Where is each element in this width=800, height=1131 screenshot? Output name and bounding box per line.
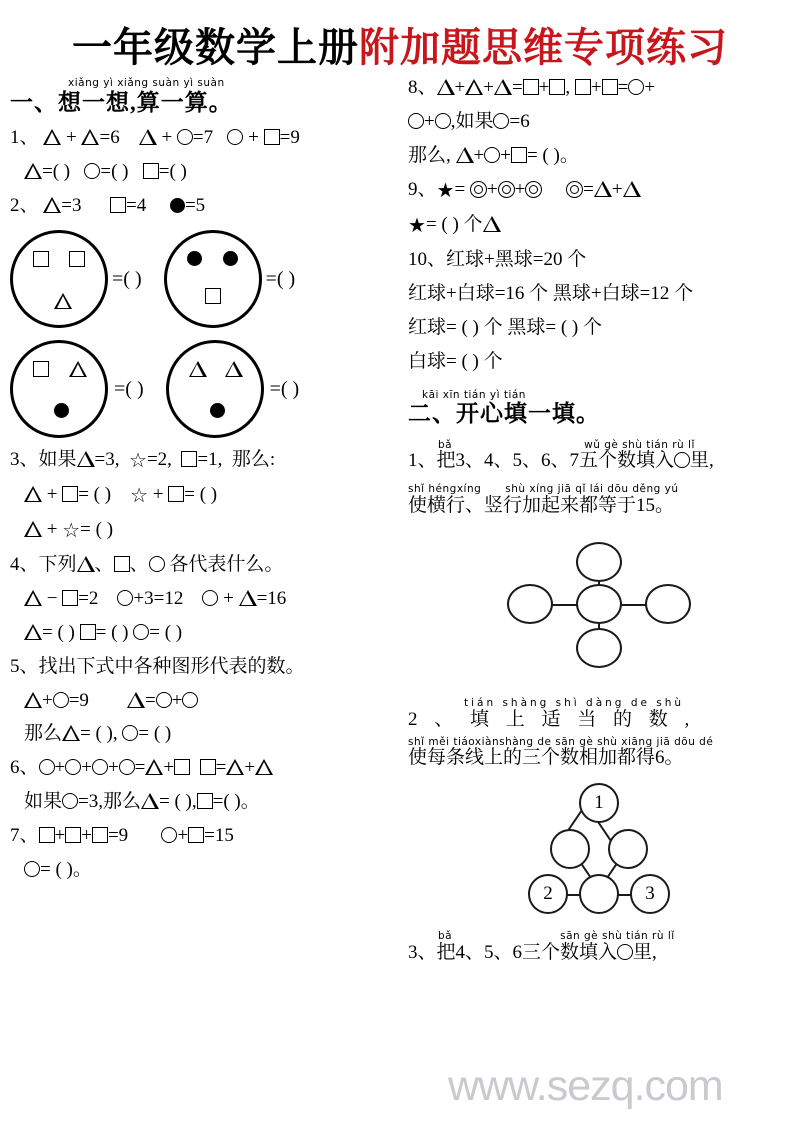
right-column xyxy=(400,78,790,976)
triangle-icon xyxy=(145,759,163,775)
problem-10-line4[interactable]: 白球= ( ) 个 xyxy=(408,350,503,372)
plus-sign: + xyxy=(590,77,602,98)
answer-blank[interactable]: = ( ) xyxy=(184,483,218,505)
square-icon xyxy=(575,79,591,95)
equals-nine: =9 xyxy=(279,126,300,148)
comma: 、 xyxy=(94,553,114,575)
problem-5-equations xyxy=(10,691,394,711)
problem-3-text: 如果 xyxy=(38,448,77,470)
then-text: =3,那么 xyxy=(78,791,141,813)
square-icon xyxy=(65,827,81,843)
square-icon xyxy=(188,827,204,843)
title-black-part: 一年级数学上册 xyxy=(72,25,359,70)
problem-7-answer xyxy=(10,860,394,880)
square-icon xyxy=(602,79,618,95)
left-column xyxy=(10,78,400,976)
problem-1-line xyxy=(10,128,394,148)
circle-icon xyxy=(92,759,108,775)
answer-blank[interactable]: = ( ) xyxy=(149,621,183,643)
answer-blank[interactable]: = ( )。 xyxy=(40,859,92,881)
triangle-icon xyxy=(494,79,512,95)
square-icon xyxy=(143,163,159,179)
equals-nine: =9 xyxy=(68,689,89,711)
equals-sign: = xyxy=(511,77,523,98)
circle-icon xyxy=(117,590,133,606)
plus-sign: + xyxy=(424,110,435,132)
equals-sign: = xyxy=(144,689,156,711)
triangle-icon xyxy=(255,759,273,775)
cross-node-top[interactable] xyxy=(576,542,622,582)
square-icon xyxy=(523,79,539,95)
problem-5-number: 5、 xyxy=(10,655,39,677)
circle-icon xyxy=(39,759,55,775)
face-unit-1 xyxy=(10,230,142,328)
square-icon xyxy=(549,79,565,95)
answer-blank[interactable]: =( ) xyxy=(112,267,142,290)
problem-2-number: 2、 xyxy=(10,194,39,216)
problem-3-number: 3、 xyxy=(10,448,39,470)
square-value: =4 xyxy=(125,194,147,216)
circle-icon xyxy=(53,692,69,708)
section-two-q3 xyxy=(408,931,790,963)
equals-six: =6 xyxy=(99,126,120,148)
problem-4-question: 各代表什么。 xyxy=(164,553,284,575)
circle-icon xyxy=(122,725,138,741)
pinyin-wu-ge-shu: wǔ gè shù tián rù lǐ xyxy=(584,438,695,451)
answer-blank[interactable]: = ( ), xyxy=(80,723,118,745)
plus-sign: + xyxy=(66,126,77,148)
star-outline-icon: ☆ xyxy=(129,449,147,472)
equals-sign: = xyxy=(583,178,594,200)
cross-node-right[interactable] xyxy=(645,584,691,624)
problem-4-equations xyxy=(10,589,394,609)
square-icon xyxy=(264,129,280,145)
problem-8-number: 8、 xyxy=(408,77,437,98)
answer-blank[interactable]: = ( ) 个 xyxy=(425,213,483,235)
face-unit-3 xyxy=(10,340,144,438)
answer-blank[interactable]: =( ) xyxy=(114,377,144,400)
section-two-q1 xyxy=(408,440,790,681)
pinyin-tian-shang: tián shàng shì dàng de shù xyxy=(464,697,685,710)
square-icon xyxy=(174,759,190,775)
triangle-icon xyxy=(465,79,483,95)
equals-seven: =7 xyxy=(192,126,214,148)
problem-5-line xyxy=(10,657,394,677)
triangle-icon xyxy=(24,521,42,537)
answer-blank[interactable]: =( ) xyxy=(269,377,300,400)
circle-icon xyxy=(156,692,172,708)
square-icon xyxy=(39,827,55,843)
problem-8-line2 xyxy=(408,112,790,132)
star-filled-icon: ★ xyxy=(408,214,426,237)
page-title xyxy=(0,0,800,74)
section-one-heading xyxy=(10,78,394,116)
pinyin-ba: bǎ xyxy=(438,930,453,943)
double-circle-icon xyxy=(566,181,583,198)
filled-circle-icon xyxy=(210,403,225,418)
triangle-diagram-wrapper xyxy=(408,781,790,921)
pinyin-shuxing: shù xíng jiā qǐ lái dōu děng yú xyxy=(505,482,679,495)
q3-text-a: 3、把4、5、6三个数填入 xyxy=(408,941,618,963)
cross-node-center[interactable] xyxy=(576,584,622,624)
pinyin-shi-hengxing: shǐ héngxíng xyxy=(408,482,482,495)
section-one-title: 一、想一想,算一算。 xyxy=(10,89,233,115)
plus-sign: + xyxy=(473,144,485,166)
q3-text-b: 里, xyxy=(633,941,657,963)
q1-text-b: 里, xyxy=(690,450,714,472)
equals-sign: = xyxy=(215,757,227,779)
problem-1-answers xyxy=(10,162,394,182)
face-circle xyxy=(10,340,108,438)
answer-blank[interactable]: =( ) xyxy=(100,160,129,182)
square-icon xyxy=(114,556,130,572)
problem-3-answers-1 xyxy=(10,485,394,506)
square-icon xyxy=(197,793,213,809)
triangle-icon xyxy=(62,725,80,741)
q1-line2: 使横行、竖行加起来都等于15。 xyxy=(408,494,675,516)
circle-icon xyxy=(202,590,218,606)
plus-sign: + xyxy=(454,77,466,98)
plus-sign: + xyxy=(54,757,66,779)
filled-circle-icon xyxy=(187,251,202,266)
q2-line2: 使每条线上的三个数相加都得6。 xyxy=(408,747,684,769)
circle-icon xyxy=(182,692,198,708)
cross-node-bottom[interactable] xyxy=(576,628,622,668)
section-two-title: 二、开心填一填。 xyxy=(408,401,600,427)
double-circle-icon xyxy=(498,181,515,198)
triangle-icon xyxy=(483,216,501,232)
section-two-heading xyxy=(408,390,790,428)
equals-nine: =9 xyxy=(107,825,129,847)
problem-10-line1 xyxy=(408,250,790,270)
face-circle xyxy=(10,230,108,328)
cross-diagram xyxy=(501,530,697,680)
square-icon xyxy=(33,361,49,377)
face-row-bottom xyxy=(10,340,394,438)
problem-3-answers-2 xyxy=(10,520,394,541)
triangle-icon xyxy=(456,147,474,163)
equals-twelve: +3=12 xyxy=(133,587,184,609)
answer-blank[interactable]: =( ) xyxy=(158,160,187,182)
equals-sign: = xyxy=(134,757,146,779)
problem-6-number: 6、 xyxy=(10,757,39,779)
triangle-node-mid-left[interactable] xyxy=(550,829,590,869)
circle-icon xyxy=(408,113,424,129)
triangle-icon xyxy=(594,181,612,197)
circle-icon xyxy=(435,113,451,129)
title-red-part: 附加题思维专项练习 xyxy=(359,25,728,70)
triangle-icon xyxy=(81,129,99,145)
triangle-icon xyxy=(69,361,87,377)
problem-4-line xyxy=(10,555,394,575)
plus-sign: + xyxy=(486,178,498,200)
circle-icon xyxy=(119,759,135,775)
triangle-value: =3 xyxy=(61,194,82,216)
plus-sign: + xyxy=(152,483,164,505)
problem-6-answers xyxy=(10,792,394,812)
problem-6-line xyxy=(10,758,394,778)
section-one-pinyin: xiǎng yì xiǎng suàn yì suàn xyxy=(68,77,225,89)
problem-4-number: 4、 xyxy=(10,553,39,575)
equals-two: =2 xyxy=(78,587,99,609)
circle-icon xyxy=(133,624,149,640)
answer-blank[interactable]: = ( ) xyxy=(42,621,75,643)
q2-line1: 2 、 填 上 适 当 的 数 , xyxy=(408,708,696,730)
plus-sign: + xyxy=(81,757,92,779)
square-icon xyxy=(69,251,85,267)
q3-line1 xyxy=(408,943,790,964)
equals-sign: = xyxy=(617,77,629,98)
circle-icon xyxy=(149,556,165,572)
plus-sign: + xyxy=(42,689,53,711)
answer-blank[interactable]: = ( ) xyxy=(78,483,112,505)
circle-icon xyxy=(161,827,177,843)
filled-circle-icon xyxy=(223,251,238,266)
face-unit-4 xyxy=(166,340,300,438)
answer-blank[interactable]: = ( ), xyxy=(158,791,197,813)
plus-sign: + xyxy=(244,757,256,779)
pinyin-san-ge-shu: sān gè shù tián rù lǐ xyxy=(560,930,675,943)
q1-text-a: 1、把3、4、5、6、7五个数填入 xyxy=(408,450,675,472)
circle-icon xyxy=(484,147,500,163)
problem-7-number: 7、 xyxy=(10,825,39,847)
plus-sign: + xyxy=(171,689,183,711)
then-text: 那么 xyxy=(24,723,63,745)
answer-blank[interactable]: = ( ) xyxy=(138,723,172,745)
circle-icon xyxy=(227,129,243,145)
triangle-icon xyxy=(139,129,157,145)
if-text: ,如果 xyxy=(450,110,494,132)
filled-circle-icon xyxy=(170,198,185,213)
plus-sign: + xyxy=(46,518,58,540)
circle-icon xyxy=(84,163,100,179)
problem-5-text: 找出下式中各种图形代表的数。 xyxy=(38,655,305,677)
answer-blank[interactable]: =( ) xyxy=(265,267,296,290)
q2-pinyin-bottom: shǐ měi tiáoxiànshàng de sān gè shù xiāng jiā dōu dé xyxy=(408,735,714,748)
problem-9-line xyxy=(408,180,790,201)
triangle-icon xyxy=(141,793,159,809)
plus-sign: + xyxy=(223,587,234,609)
problem-8-line3 xyxy=(408,146,790,166)
triangle-node-mid-right[interactable] xyxy=(608,829,648,869)
square-icon xyxy=(62,486,78,502)
if-text: 如果 xyxy=(24,791,63,813)
problem-10-line2: 红球+白球=16 个 黑球+白球=12 个 xyxy=(408,282,694,304)
triangle-value: =3, xyxy=(94,448,120,470)
problem-2-line xyxy=(10,196,394,216)
triangle-icon xyxy=(189,361,207,377)
circle-icon xyxy=(628,79,644,95)
plus-sign: + xyxy=(81,825,92,847)
square-icon xyxy=(200,759,216,775)
square-icon xyxy=(511,147,527,163)
triangle-icon xyxy=(77,451,95,467)
problem-10-number: 10、 xyxy=(408,248,447,270)
triangle-icon xyxy=(225,361,243,377)
plus-sign: + xyxy=(46,483,58,505)
triangle-icon xyxy=(43,129,61,145)
plus-sign: + xyxy=(611,178,623,200)
problem-4-answers xyxy=(10,623,394,643)
face-unit-2 xyxy=(164,230,296,328)
triangle-node-top[interactable]: 1 xyxy=(579,783,619,823)
equals-sixteen: =16 xyxy=(256,587,287,609)
triangle-icon xyxy=(437,79,455,95)
star-outline-icon: ☆ xyxy=(62,519,81,542)
cross-node-left[interactable] xyxy=(507,584,553,624)
q1-pinyin-bottom xyxy=(408,484,790,496)
triangle-icon xyxy=(24,692,42,708)
square-icon xyxy=(62,590,78,606)
comma: 、 xyxy=(129,553,149,575)
q1-line1 xyxy=(408,451,790,472)
star-value: =2, xyxy=(146,448,172,470)
triangle-node-bottom-right[interactable]: 3 xyxy=(630,874,670,914)
plus-sign: + xyxy=(644,77,656,98)
circle-icon xyxy=(24,861,40,877)
triangle-icon xyxy=(24,624,42,640)
face-circle xyxy=(164,230,262,328)
watermark: www.sezq.com xyxy=(448,1062,723,1110)
worksheet-body xyxy=(0,74,800,976)
square-icon xyxy=(205,288,221,304)
triangle-icon xyxy=(24,486,42,502)
square-icon xyxy=(168,486,184,502)
then-text: 那么, xyxy=(408,144,451,166)
circle-icon xyxy=(674,452,690,468)
triangle-node-bottom-mid[interactable] xyxy=(579,874,619,914)
plus-sign: + xyxy=(538,77,550,98)
face-row-top xyxy=(10,230,394,328)
triangle-icon xyxy=(43,197,61,213)
face-diagrams xyxy=(10,230,394,438)
triangle-icon xyxy=(623,181,641,197)
dot-value: =5 xyxy=(184,194,206,216)
plus-sign: + xyxy=(177,825,189,847)
triangle-icon xyxy=(54,293,72,309)
answer-blank[interactable]: =( ) xyxy=(42,160,71,182)
plus-sign: + xyxy=(54,825,66,847)
circle-icon xyxy=(493,113,509,129)
filled-circle-icon xyxy=(54,403,69,418)
star-filled-icon: ★ xyxy=(436,179,455,202)
double-circle-icon xyxy=(470,181,487,198)
plus-sign: + xyxy=(248,126,259,148)
section-two-q2 xyxy=(408,698,790,921)
equals-sign: = xyxy=(454,178,466,200)
equals-fifteen: =15 xyxy=(204,825,234,847)
answer-blank[interactable]: =( )。 xyxy=(212,791,260,813)
triangle-node-bottom-left[interactable]: 2 xyxy=(528,874,568,914)
problem-7-line xyxy=(10,826,394,846)
star-outline-icon: ☆ xyxy=(130,484,149,507)
plus-sign: + xyxy=(514,178,526,200)
circle-icon xyxy=(177,129,193,145)
minus-sign: − xyxy=(46,587,58,609)
plus-sign: + xyxy=(161,126,173,148)
problem-10-line3[interactable]: 红球= ( ) 个 黑球= ( ) 个 xyxy=(408,316,602,338)
plus-sign: + xyxy=(500,144,511,166)
answer-blank[interactable]: = ( )。 xyxy=(526,144,579,166)
equals-six: =6 xyxy=(509,110,530,132)
triangle-icon xyxy=(226,759,244,775)
answer-blank[interactable]: = ( ) xyxy=(80,518,114,540)
cross-diagram-wrapper xyxy=(408,530,790,680)
triangle-icon xyxy=(24,163,42,179)
circle-icon xyxy=(65,759,81,775)
problem-9-number: 9、 xyxy=(408,178,437,200)
triangle-icon xyxy=(24,590,42,606)
double-circle-icon xyxy=(525,181,542,198)
problem-9-answer xyxy=(408,215,790,236)
triangle-icon xyxy=(127,692,145,708)
square-icon xyxy=(92,827,108,843)
square-icon xyxy=(110,197,126,213)
face-circle xyxy=(166,340,264,438)
triangle-icon xyxy=(77,556,95,572)
problem-1-number: 1、 xyxy=(10,126,39,148)
triangle-diagram xyxy=(524,781,674,921)
square-icon xyxy=(181,451,197,467)
square-icon xyxy=(33,251,49,267)
plus-sign: + xyxy=(107,757,119,779)
problem-5-answers xyxy=(10,724,394,744)
comma: , xyxy=(565,77,571,98)
plus-sign: + xyxy=(483,77,494,98)
triangle-icon xyxy=(239,590,257,606)
problem-10-equation: 红球+黑球=20 个 xyxy=(446,248,587,270)
square-value: =1, xyxy=(197,448,223,470)
problem-3-then: 那么: xyxy=(231,448,276,470)
plus-sign: + xyxy=(163,757,175,779)
pinyin-ba: bǎ xyxy=(438,438,453,451)
circle-icon xyxy=(62,793,78,809)
section-two-pinyin: kāi xīn tián yì tián xyxy=(422,388,526,401)
circle-icon xyxy=(617,944,633,960)
answer-blank[interactable]: = ( ) xyxy=(95,621,129,643)
problem-8-line1 xyxy=(408,78,790,98)
problem-3-line xyxy=(10,450,394,471)
problem-4-text: 下列 xyxy=(38,553,77,575)
square-icon xyxy=(80,624,96,640)
